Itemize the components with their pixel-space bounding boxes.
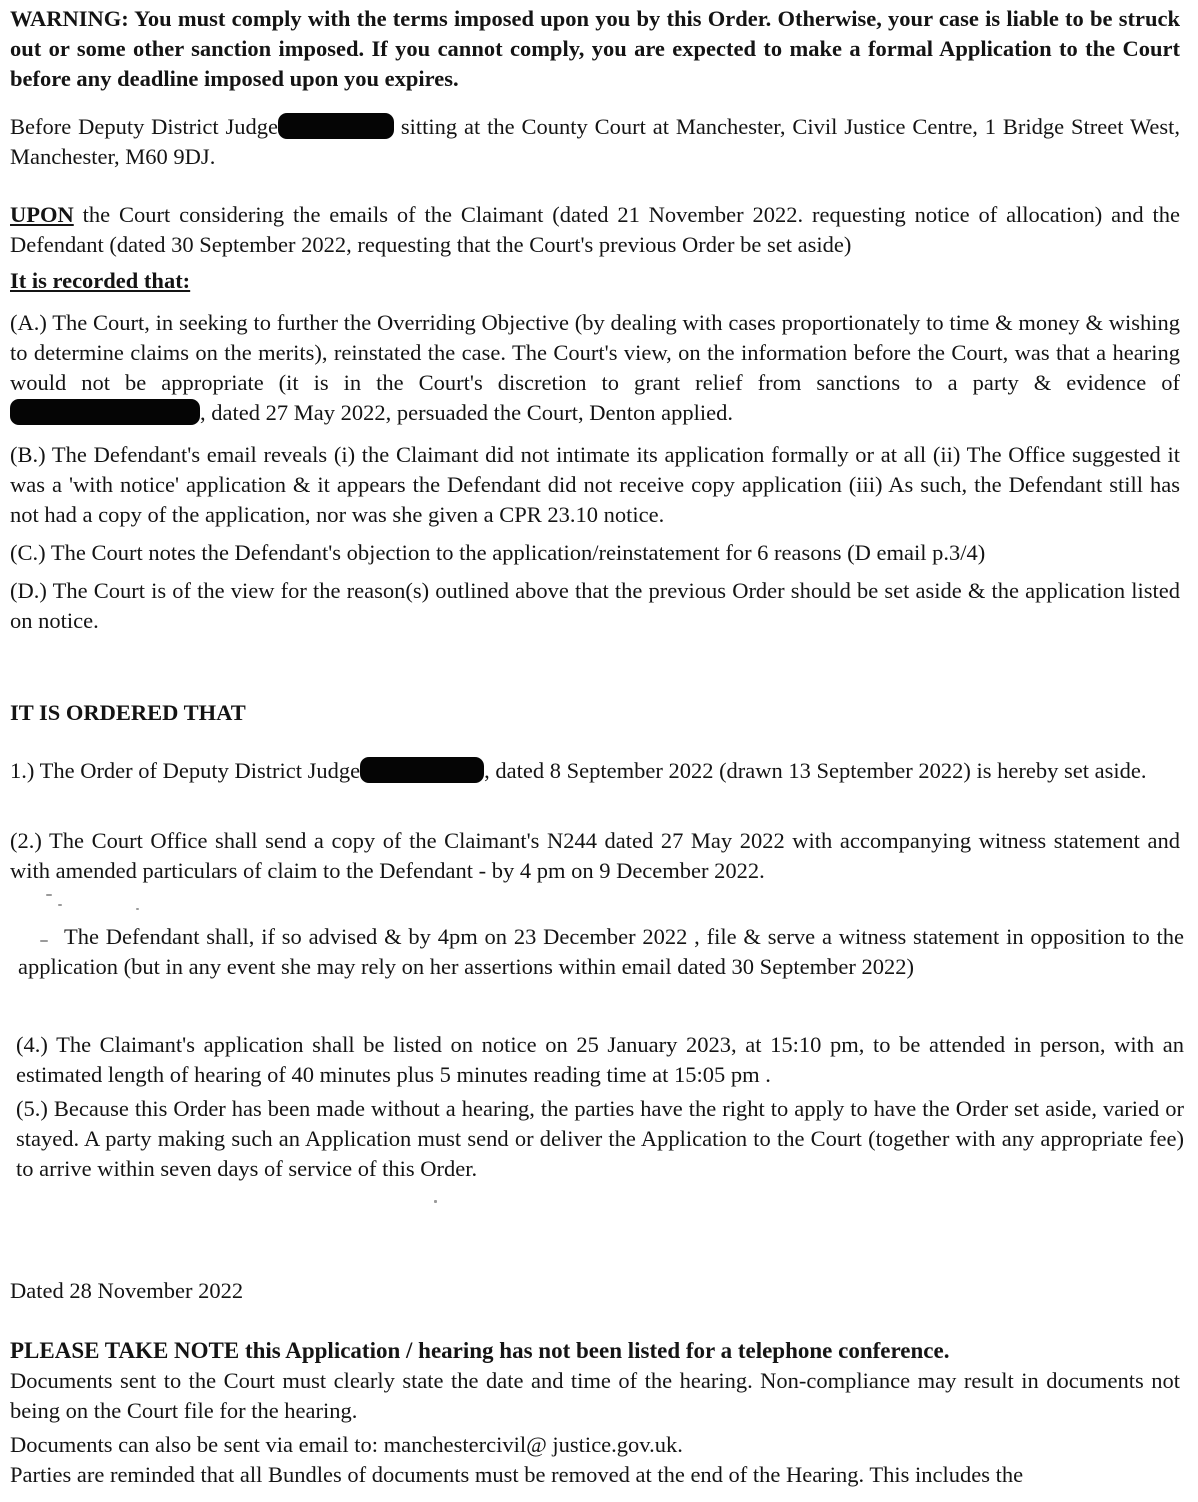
order-1-tail: , dated 8 September 2022 (drawn 13 September 2022) is hereby set aside. [484, 758, 1147, 783]
upon-paragraph [10, 200, 1180, 260]
note-line-1: Documents sent to the Court must clearly state the date and time of the hearing. Non-compliance may result in documents not being on the Court file for the hearing. [10, 1368, 1180, 1423]
redacted-judge-name-2 [360, 757, 484, 783]
upon-keyword: UPON [10, 202, 74, 227]
order-1-text: 1.) The Order of Deputy District Judge [10, 758, 361, 783]
order-5: (5.) Because this Order has been made without a hearing, the parties have the right to apply to have the Order set aside, varied or stayed. A party making such an Application must send or deliver the Application to the Court (together with any appropriate fee) to arrive within seven days of service of this Order. [16, 1096, 1184, 1181]
scan-speck [434, 1200, 437, 1203]
order-3: The Defendant shall, if so advised & by 4pm on 23 December 2022 , file & serve a witness statement in opposition to the application (but in any event she may rely on her assertions within email dated 30 September 2022) [18, 924, 1184, 979]
redacted-judge-name [278, 113, 394, 139]
order-2: (2.) The Court Office shall send a copy of the Claimant's N244 dated 27 May 2022 with accompanying witness statement and with amended particulars of claim to the Defendant - by 4 pm on 9 December 2022. [10, 828, 1180, 883]
note-line-2: Documents can also be sent via email to: manchestercivil@ justice.gov.uk. [10, 1432, 683, 1457]
judge-line [10, 112, 1180, 172]
recital-a-text: (A.) The Court, in seeking to further the Overriding Objective (by dealing with cases proportionately to time & money & wishing to determine claims on the merits), reinstated the case. The Court's view, on the information before the Court, was that a hearing would not be appropriate (it is in the Court's discretion to grant relief from sanctions to a party & evidence of [10, 310, 1180, 395]
recital-c: (C.) The Court notes the Defendant's objection to the application/reinstatement for 6 reasons (D email p.3/4) [10, 540, 986, 565]
ordered-heading: IT IS ORDERED THAT [10, 700, 246, 725]
recital-a [10, 308, 1180, 428]
note-line-3: Parties are reminded that all Bundles of documents must be removed at the end of the Hearing. This includes the [10, 1462, 1024, 1487]
judge-line-prefix: Before Deputy District Judge [10, 114, 279, 139]
dated-line: Dated 28 November 2022 [10, 1278, 244, 1303]
upon-text: the Court considering the emails of the Claimant (dated 21 November 2022. requesting notice of allocation) and the Defendant (dated 30 September 2022, requesting that the Court's previous Order be set aside) [10, 202, 1180, 257]
scan-speck [58, 904, 62, 906]
scan-speck [46, 894, 52, 896]
recital-b: (B.) The Defendant's email reveals (i) the Claimant did not intimate its application formally or at all (ii) The Office suggested it was a 'with notice' application & it appears the Defendant did not receive copy application (iii) As such, the Defendant still has not had a copy of the application, nor was she given a CPR 23.10 notice. [10, 442, 1180, 527]
warning-notice: WARNING: You must comply with the terms imposed upon you by this Order. Otherwise, your case is liable to be struck out or some other sanction imposed. If you cannot comply, you are expected to make a formal Application to the Court before any deadline imposed upon you expires. [10, 6, 1180, 91]
order-1 [10, 756, 1180, 786]
recorded-heading: It is recorded that: [10, 268, 191, 293]
redacted-evidence [10, 399, 200, 425]
scan-speck [40, 940, 48, 942]
take-note-heading: PLEASE TAKE NOTE this Application / hearing has not been listed for a telephone conference. [10, 1338, 950, 1363]
recital-d: (D.) The Court is of the view for the reason(s) outlined above that the previous Order should be set aside & the application listed on notice. [10, 578, 1180, 633]
order-4: (4.) The Claimant's application shall be listed on notice on 25 January 2023, at 15:10 pm, to be attended in person, with an estimated length of hearing of 40 minutes plus 5 minutes reading time at 15:05 pm . [16, 1032, 1184, 1087]
judge-line-suffix: sitting at the County Court at Manchester, Civil Justice Centre, 1 Bridge Street West, Manchester, M60 9DJ. [10, 114, 1181, 169]
recital-a-tail: , dated 27 May 2022, persuaded the Court, Denton applied. [200, 400, 734, 425]
scan-speck [136, 908, 139, 910]
